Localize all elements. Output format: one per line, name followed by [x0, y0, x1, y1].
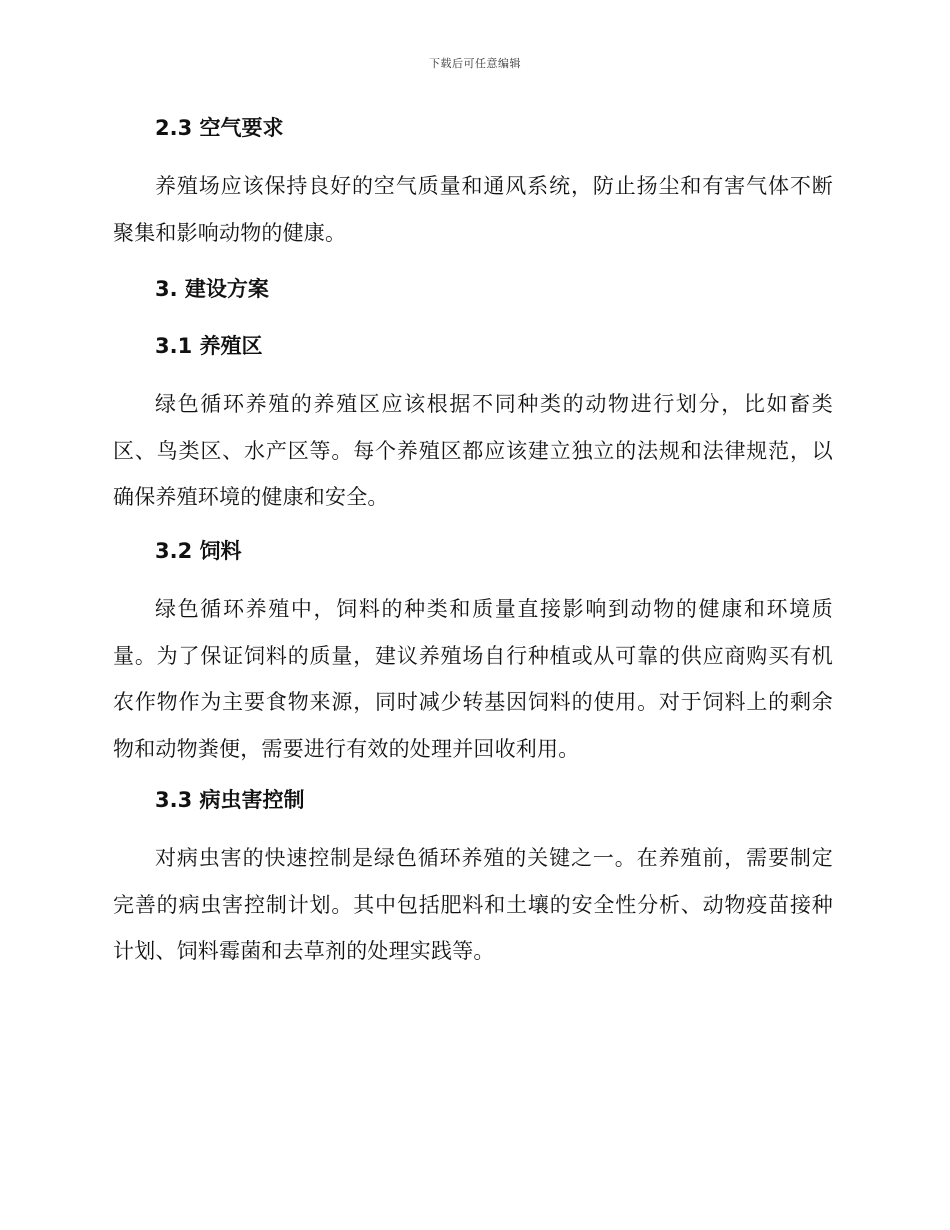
section-text-air: 养殖场应该保持良好的空气质量和通风系统，防止扬尘和有害气体不断聚集和影响动物的健康。	[113, 174, 833, 245]
section-text-breeding-area: 绿色循环养殖的养殖区应该根据不同种类的动物进行划分，比如畜类区、鸟类区、水产区等。每个养殖区都应该建立独立的法规和法律规范，以确保养殖环境的健康和安全。	[113, 392, 833, 509]
section-text-pest-control: 对病虫害的快速控制是绿色循环养殖的关键之一。在养殖前，需要制定完善的病虫害控制计划。其中包括肥料和土壤的安全性分析、动物疫苗接种计划、饲料霉菌和去草剂的处理实践等。	[113, 846, 833, 963]
section-heading-feed: 3.2 饲料	[155, 539, 242, 563]
section-heading-breeding-area: 3.1 养殖区	[155, 334, 263, 358]
section-heading-air: 2.3 空气要求	[155, 116, 284, 140]
section-heading-construction: 3. 建设方案	[155, 277, 269, 301]
page-header: 下载后可任意编辑	[429, 57, 521, 70]
section-heading-pest-control: 3.3 病虫害控制	[155, 788, 305, 812]
section-text-feed: 绿色循环养殖中，饲料的种类和质量直接影响到动物的健康和环境质量。为了保证饲料的质量，建议养殖场自行种植或从可靠的供应商购买有机农作物作为主要食物来源，同时减少转基因饲料的使用。对于饲料上的剩余物和动物粪便，需要进行有效的处理并回收利用。	[113, 597, 833, 761]
